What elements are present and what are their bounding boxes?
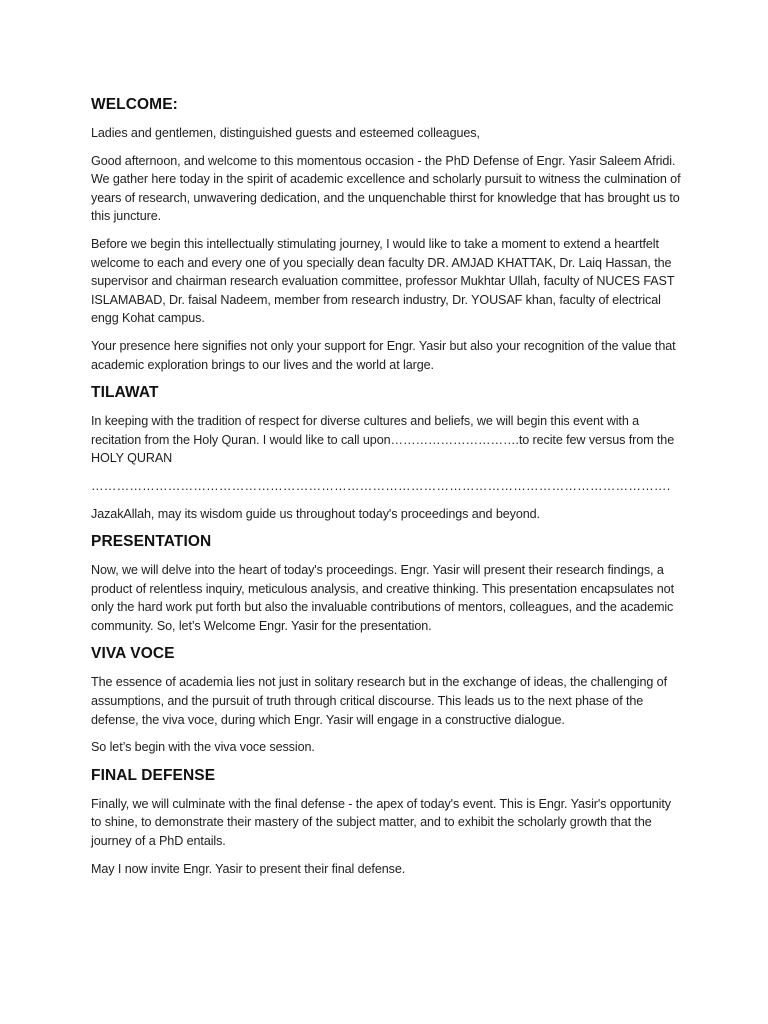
section-heading: TILAWAT (91, 384, 159, 402)
paragraph: Before we begin this intellectually stimulating journey, I would like to take a moment to extend a heartfelt welcome to each and every one of you specially dean faculty DR. AMJAD KHATTAK, Dr. Laiq Hassan, the supervisor and chairman research evaluation committee, professor Mukhtar Ullah, faculty of NUCES FAST ISLAMABAD, Dr. faisal Nadeem, member from research industry, Dr. YOUSAF khan, faculty of electrical engg Kohat campus. (91, 236, 675, 326)
paragraph: Now, we will delve into the heart of today's proceedings. Engr. Yasir will present their research findings, a product of relentless inquiry, meticulous analysis, and creative thinking. This presentation encapsulates not only the hard work put forth but also the invaluable contributions of mentors, colleagues, and the academic community. So, let’s Welcome Engr. Yasir for the presentation. (91, 563, 674, 633)
tilawat-section (91, 383, 682, 523)
final-defense-section (91, 766, 682, 878)
welcome-section (91, 95, 682, 374)
paragraph: Your presence here signifies not only your support for Engr. Yasir but also your recognition of the value that academic exploration brings to our lives and the world at large. (91, 338, 676, 372)
section-heading: WELCOME: (91, 96, 178, 113)
paragraph: The essence of academia lies not just in solitary research but in the exchange of ideas, the challenging of assumptions, and the pursuit of truth through critical discourse. This leads us to the next phase of the defense, the viva voce, during which Engr. Yasir will engage in a constructive dialogue. (91, 675, 667, 727)
presentation-section (91, 532, 682, 635)
paragraph: JazakAllah, may its wisdom guide us throughout today's proceedings and beyond. (91, 506, 540, 521)
paragraph: May I now invite Engr. Yasir to present their final defense. (91, 861, 406, 876)
paragraph: Finally, we will culminate with the final defense - the apex of today's event. This is Engr. Yasir's opportunity to shine, to demonstrate their mastery of the subject matter, and to exhibit the scholarly growth that the journey of a PhD entails. (91, 796, 671, 849)
section-heading: VIVA VOCE (91, 645, 175, 663)
paragraph: Ladies and gentlemen, distinguished guests and esteemed colleagues, (91, 126, 480, 140)
paragraph: Good afternoon, and welcome to this momentous occasion - the PhD Defense of Engr. Yasir Saleem Afridi. We gather here today in the spirit of academic excellence and scholarly pursuit to witness the culmination of years of research, unwavering dedication, and the unquenchable thirst for knowledge that has brought us to this juncture. (91, 153, 681, 224)
viva-voce-section (91, 644, 682, 756)
paragraph: In keeping with the tradition of respect for diverse cultures and beliefs, we will begin this event with a recitation from the Holy Quran. I would like to call upon………………………….to recite few versus from the HOLY QURAN (91, 414, 675, 466)
section-heading: FINAL DEFENSE (91, 766, 216, 784)
section-heading: PRESENTATION (91, 533, 212, 551)
paragraph: So let’s begin with the viva voce session. (91, 740, 315, 755)
dotted-placeholder-line: ………………………………………………………………………………………………………………………. (91, 478, 671, 493)
